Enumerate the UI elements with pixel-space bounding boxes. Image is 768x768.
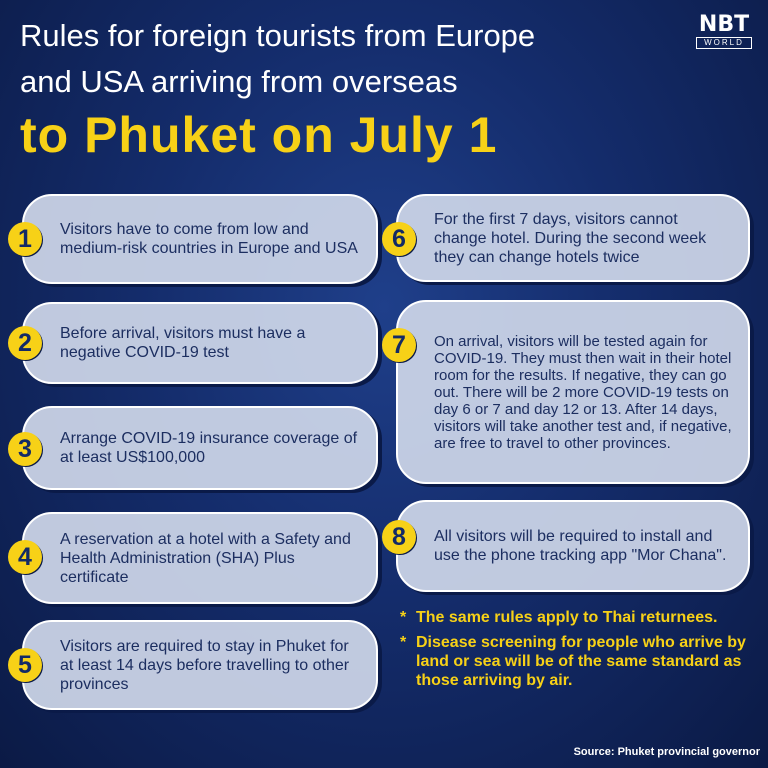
rule-text-7: On arrival, visitors will be tested again for COVID-19. They must then wait in their hotel room for the results. If negative, they can go out. There will be 2 more COVID-19 tests on day 6 or 7 and day 12 or 13. After 14 days, visitors will take another test and, if negative, are free to travel to other provinces. xyxy=(434,332,732,452)
rule-text-1: Visitors have to come from low and medium-risk countries in Europe and USA xyxy=(60,221,358,257)
rule-text-5: Visitors are required to stay in Phuket for at least 14 days before travelling to other provinces xyxy=(60,637,350,693)
rule-text-2: Before arrival, visitors must have a negative COVID-19 test xyxy=(60,325,306,361)
rule-card-2 xyxy=(22,302,378,384)
rule-card-1 xyxy=(22,194,378,284)
rule-text-3: Arrange COVID-19 insurance coverage of at least US$100,000 xyxy=(60,430,358,466)
source-credit: Source: Phuket provincial governor xyxy=(573,746,760,758)
rule-card-7 xyxy=(396,300,750,484)
rule-number-8: 8 xyxy=(382,520,416,554)
logo-main-text: NBT xyxy=(698,12,750,37)
rule-text-4: A reservation at a hotel with a Safety and Health Administration (SHA) Plus certificate xyxy=(60,530,351,586)
rule-card-6 xyxy=(396,194,750,282)
rule-text-8: All visitors will be required to install and use the phone tracking app "Mor Chana". xyxy=(434,528,727,564)
rule-number-2: 2 xyxy=(8,326,42,360)
notes-section xyxy=(400,608,760,696)
asterisk-icon: * xyxy=(400,609,407,626)
rule-number-7: 7 xyxy=(382,328,416,362)
rule-card-3 xyxy=(22,406,378,490)
note-text-1: The same rules apply to Thai returnees. xyxy=(416,609,718,626)
title-line-2: and USA arriving from overseas xyxy=(20,64,458,99)
rule-number-6: 6 xyxy=(382,222,416,256)
rule-number-4: 4 xyxy=(8,540,42,574)
nbt-world-logo xyxy=(696,14,752,49)
rule-card-4 xyxy=(22,512,378,604)
rule-number-5: 5 xyxy=(8,648,42,682)
rule-number-1: 1 xyxy=(8,222,42,256)
title-line-1: Rules for foreign tourists from Europe xyxy=(20,18,536,53)
asterisk-icon: * xyxy=(400,634,407,651)
rule-number-3: 3 xyxy=(8,432,42,466)
rule-card-8 xyxy=(396,500,750,592)
title-line-3: to Phuket on July 1 xyxy=(20,107,498,163)
logo-sub-text: WORLD xyxy=(696,37,752,49)
note-item-1 xyxy=(400,608,760,627)
rule-text-6: For the first 7 days, visitors cannot change hotel. During the second week they can change hotels twice xyxy=(434,210,707,266)
rule-card-5 xyxy=(22,620,378,710)
note-item-2 xyxy=(400,633,760,690)
note-text-2: Disease screening for people who arrive by land or sea will be of the same standard as those arriving by air. xyxy=(416,634,746,689)
